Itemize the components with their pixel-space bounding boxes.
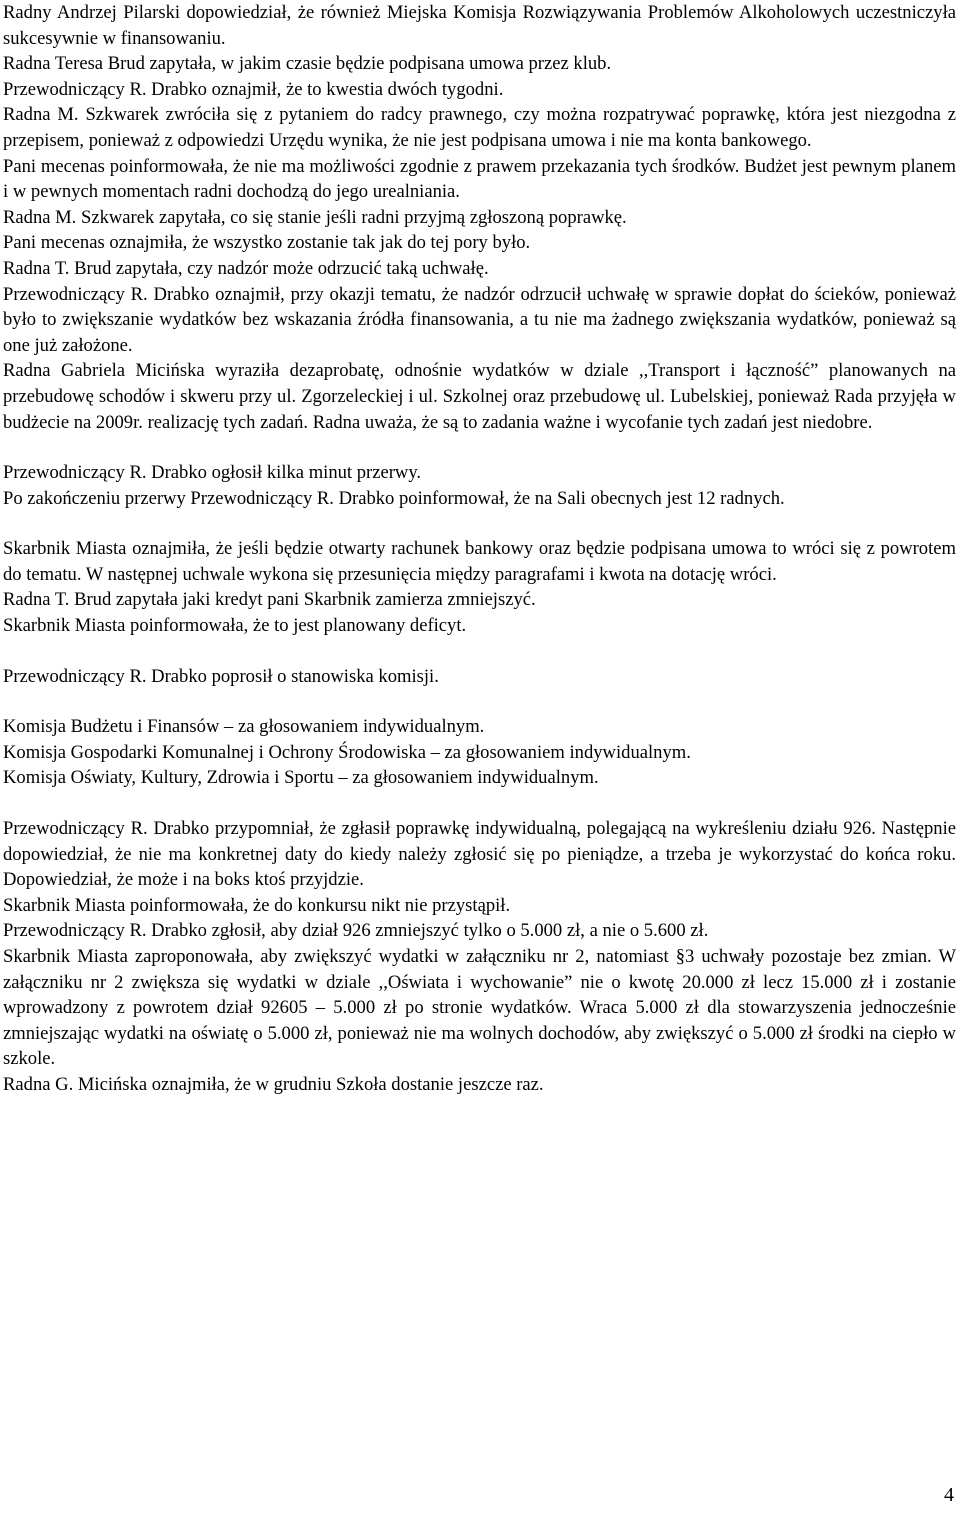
- paragraph-micinska-disapproval: Radna Gabriela Micińska wyraziła dezaprobatę, odnośnie wydatków w dziale ,,Transport i łączność” planowanych na przebudowę schodów i skweru przy ul. Zgorzeleckiej i ul. Szkolnej oraz przebudowę ul. Lubelskiej, ponieważ Rada przyjęła w budżecie na 2009r. realizację tych zadań. Radna uważa, że są to zadania ważne i wycofanie tych zadań jest niedobre.: [3, 360, 956, 433]
- document-page: [3, 0, 956, 1098]
- paragraph-budget-commission: Komisja Budżetu i Finansów – za głosowaniem indywidualnym.: [3, 716, 485, 738]
- paragraph-spacer: [3, 639, 956, 664]
- paragraph-spacer: [3, 511, 956, 536]
- paragraph-drabko-break: Przewodniczący R. Drabko ogłosił kilka minut przerwy.: [3, 462, 422, 484]
- paragraph-micinska-december: Radna G. Micińska oznajmiła, że w grudniu Szkoła dostanie jeszcze raz.: [3, 1073, 544, 1095]
- paragraph-after-break-quorum: Po zakończeniu przerwy Przewodniczący R. Drabko poinformował, że na Sali obecnych jest 12 radnych.: [3, 487, 785, 509]
- paragraph-drabko-amendment-reminder: Przewodniczący R. Drabko przypomniał, że zgłasił poprawkę indywidualną, polegającą na wykreśleniu działu 926. Następnie dopowiedział, że nie ma konkretnej daty do kiedy należy zgłosić się po pieniądze, a trzeba je wykorzystać do końca roku. Dopowiedział, że może i na boks ktoś przyjdzie.: [3, 818, 956, 891]
- paragraph-drabko-supervision-answer: Przewodniczący R. Drabko oznajmił, przy okazji tematu, że nadzór odrzucił uchwałę w sprawie dopłat do ścieków, ponieważ było to zwiększanie wydatków bez wskazania źródła finansowania, a tu nie ma żadnego zwiększania wydatków, ponieważ są one już założone.: [3, 283, 956, 356]
- paragraph-brud-credit-question: Radna T. Brud zapytała jaki kredyt pani Skarbnik zamierza zmniejszyć.: [3, 589, 536, 611]
- paragraph-spacer: [3, 435, 956, 460]
- paragraph-pilarski-alcohol-commission: Radny Andrzej Pilarski dopowiedział, że również Miejska Komisja Rozwiązywania Problemów Alkoholowych uczestniczyła sukcesywnie w finansowaniu.: [3, 2, 956, 49]
- paragraph-treasurer-bank-account: Skarbnik Miasta oznajmiła, że jeśli będzie otwarty rachunek bankowy oraz będzie podpisana umowa to wróci się z powrotem do tematu. W następnej uchwale wykona się przesunięcia między paragrafami i kwota na dotację wróci.: [3, 538, 956, 585]
- paragraph-spacer: [3, 689, 956, 714]
- paragraph-education-commission: Komisja Oświaty, Kultury, Zdrowia i Sportu – za głosowaniem indywidualnym.: [3, 767, 599, 789]
- paragraph-drabko-two-weeks: Przewodniczący R. Drabko oznajmił, że to kwestia dwóch tygodni.: [3, 78, 504, 100]
- paragraph-treasurer-proposal: Skarbnik Miasta zaproponowała, aby zwiększyć wydatki w załączniku nr 2, natomiast §3 uchwały pozostaje bez zmian. W załączniku nr 2 zwiększa się wydatki w dziale ,,Oświata i wychowanie” nie o kwotę 20.000 zł lecz 15.000 zł i zostanie wprowadzony z powrotem dział 92605 – 5.000 zł po stronie wydatków. Wraca 5.000 zł dla stowarzyszenia jednocześnie zmniejszając wydatki na oświatę o 5.000 zł, ponieważ nie ma wolnych dochodów, aby zwiększyć o 5.000 zł środki na ciepło w szkole.: [3, 946, 956, 1070]
- paragraph-treasurer-deficit: Skarbnik Miasta poinformowała, że to jest planowany deficyt.: [3, 615, 467, 637]
- paragraph-brud-contract-question: Radna Teresa Brud zapytała, w jakim czasie będzie podpisana umowa przez klub.: [3, 53, 612, 75]
- paragraph-szkwarek-legal-question: Radna M. Szkwarek zwróciła się z pytaniem do radcy prawnego, czy można rozpatrywać poprawkę, która jest niezgodna z przepisem, ponieważ z odpowiedzi Urzędu wynika, że nie jest podpisana umowa i nie ma konta bankowego.: [3, 104, 956, 151]
- paragraph-communal-commission: Komisja Gospodarki Komunalnej i Ochrony Środowiska – za głosowaniem indywidualnym.: [3, 741, 691, 763]
- paragraph-brud-supervision-question: Radna T. Brud zapytała, czy nadzór może odrzucić taką uchwałę.: [3, 257, 489, 279]
- page-number: 4: [944, 1484, 954, 1506]
- paragraph-szkwarek-amendment-question: Radna M. Szkwarek zapytała, co się stanie jeśli radni przyjmą zgłoszoną poprawkę.: [3, 206, 627, 228]
- paragraph-lawyer-answer: Pani mecenas poinformowała, że nie ma możliwości zgodnie z prawem przekazania tych środków. Budżet jest pewnym planem i w pewnych momentach radni dochodzą do jego urealniania.: [3, 155, 956, 203]
- paragraph-spacer: [3, 791, 956, 816]
- paragraph-treasurer-competition: Skarbnik Miasta poinformowała, że do konkursu nikt nie przystąpił.: [3, 894, 511, 916]
- paragraph-drabko-commission-positions: Przewodniczący R. Drabko poprosił o stanowiska komisji.: [3, 665, 439, 687]
- paragraph-drabko-section-926: Przewodniczący R. Drabko zgłosił, aby dział 926 zmniejszyć tylko o 5.000 zł, a nie o 5.600 zł.: [3, 920, 709, 942]
- paragraph-lawyer-no-change: Pani mecenas oznajmiła, że wszystko zostanie tak jak do tej pory było.: [3, 232, 531, 254]
